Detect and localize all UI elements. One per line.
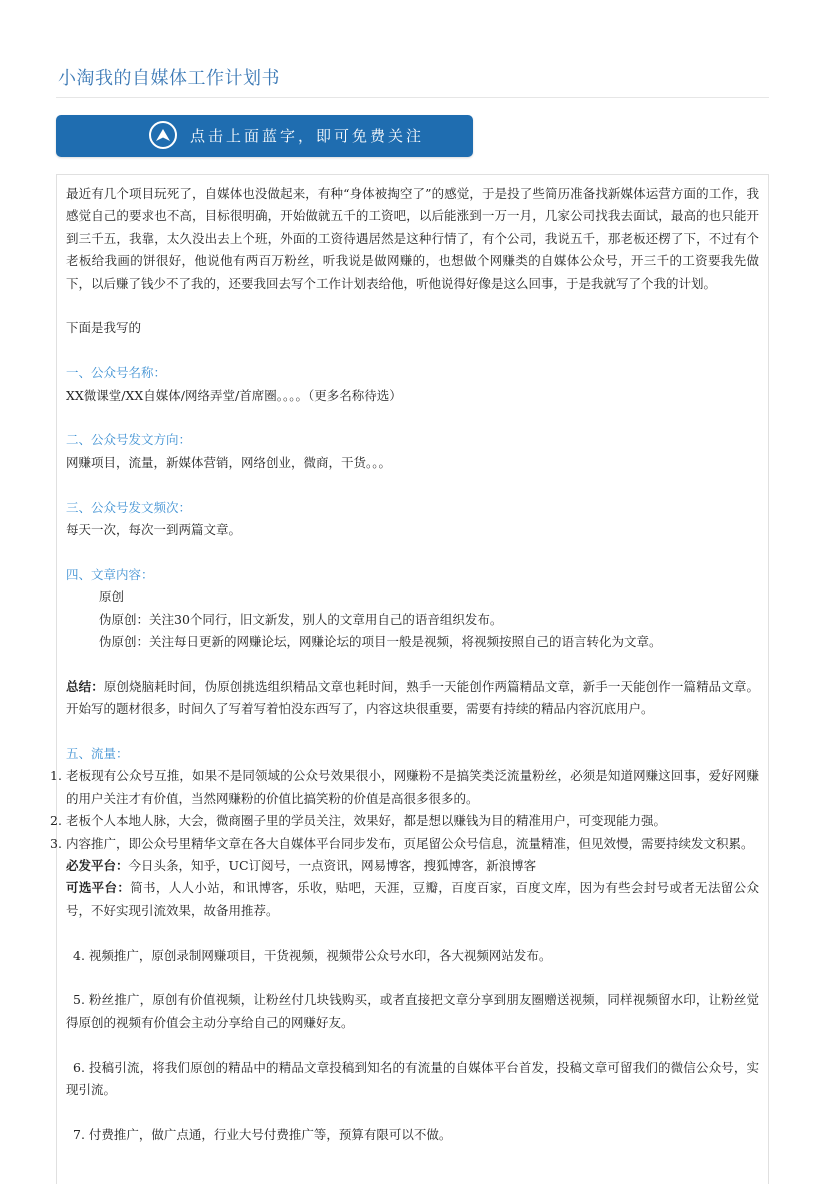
summary-paragraph xyxy=(66,676,759,721)
section-1-body: XX微课堂/XX自媒体/网络弄堂/首席圈。。。。（更多名称待选） xyxy=(66,387,402,403)
required-platforms-text: 今日头条，知乎，UC订阅号，一点资讯，网易博客，搜狐博客，新浪博客 xyxy=(128,858,537,874)
section-4-item: 伪原创：关注30个同行，旧文新发，别人的文章用自己的语音组织发布。 xyxy=(99,611,503,627)
list-text: 老板个人本地人脉，大会，微商圈子里的学员关注，效果好，都是想以赚钱为目的精准用户，可变现能力强。 xyxy=(66,813,667,829)
page-title: 小淘我的自媒体工作计划书 xyxy=(58,68,280,89)
section-2-body: 网赚项目，流量，新媒体营销，网络创业，微商，干货。。。 xyxy=(66,454,392,470)
list-text: 内容推广，即公众号里精华文章在各大自媒体平台同步发布，页尾留公众号信息，流量精准，但见效慢，需要持续发文积累。 xyxy=(66,835,754,851)
summary-label: 总结： xyxy=(66,678,104,694)
section-4-item: 原创 xyxy=(99,589,125,605)
follow-banner-label: 点击上面蓝字，即可免费关注 xyxy=(190,127,425,145)
arrow-up-circle-icon xyxy=(149,121,177,149)
traffic-item-4: 4. 视频推广，原创录制网赚项目，干货视频，视频带公众号水印，各大视频网站发布。 xyxy=(73,947,552,963)
list-number: 3. xyxy=(50,835,62,851)
section-1-heading: 一、公众号名称： xyxy=(66,365,167,381)
section-3-body: 每天一次，每次一到两篇文章。 xyxy=(66,522,242,538)
optional-platforms-text: 简书，人人小站，和讯博客，乐收，贴吧，天涯，豆瓣，百度百家，百度文库，因为有些会封号或者无法留公众号，不好实现引流效果，故备用推荐。 xyxy=(66,880,759,918)
section-3-heading: 三、公众号发文频次： xyxy=(66,499,192,515)
optional-platforms-label: 可选平台： xyxy=(66,880,131,896)
summary-text: 原创烧脑耗时间，伪原创挑选组织精品文章也耗时间，熟手一天能创作两篇精品文章，新手一天能创作一篇精品文章。开始写的题材很多，时间久了写着写着怕没东西写了，内容这块很重要，需要有持续的精品内容沉底用户。 xyxy=(66,678,759,717)
below-text: 下面是我写的 xyxy=(66,320,142,336)
title-divider xyxy=(56,97,769,98)
list-item xyxy=(50,810,759,832)
section-4-heading: 四、文章内容： xyxy=(66,566,154,582)
traffic-list xyxy=(50,765,759,855)
list-text: 老板现有公众号互推，如果不是同领域的公众号效果很小，网赚粉不是搞笑类泛流量粉丝，必须是知道网赚这回事，爱好网赚的用户关注才有价值，当然网赚粉的价值比搞笑粉的价值是高很多很多的。 xyxy=(66,768,759,806)
section-5-heading: 五、流量： xyxy=(66,746,129,762)
list-item xyxy=(50,765,759,810)
traffic-item-6: 6. 投稿引流，将我们原创的精品中的精品文章投稿到知名的有流量的自媒体平台首发，投稿文章可留我们的微信公众号，实现引流。 xyxy=(66,1059,759,1098)
required-platforms xyxy=(66,855,759,877)
traffic-item-5: 5. 粉丝推广，原创有价值视频，让粉丝付几块钱购买，或者直接把文章分享到朋友圈赠送视频，同样视频留水印，让粉丝觉得原创的视频有价值会主动分享给自己的网赚好友。 xyxy=(66,992,759,1030)
required-platforms-label: 必发平台： xyxy=(66,858,129,874)
list-item xyxy=(50,833,759,855)
intro-paragraph: 最近有几个项目玩死了，自媒体也没做起来，有种“身体被掏空了”的感觉，于是投了些简历准备找新媒体运营方面的工作，我感觉自己的要求也不高，目标很明确，开始做就五千的工资吧，以后能涨到一万一月，几家公司找我去面试，最高的也只能开到三千五，我靠，太久没出去上个班，外面的工资待遇居然是这种行情了，有个公司，我说五千，那老板还楞了下，不过有个老板给我画的饼很好，他说他有两百万粉丝，听我说是做网赚的，也想做个网赚类的自媒体公众号，开三千的工资要我先做下，以后赚了钱少不了我的，还要我回去写个工作计划表给他，听他说得好像是这么回事，于是我就写了个我的计划。 xyxy=(66,186,759,291)
section-2-heading: 二、公众号发文方向： xyxy=(66,432,192,448)
follow-banner[interactable] xyxy=(56,115,473,157)
traffic-item-7: 7. 付费推广，做广点通，行业大号付费推广等，预算有限可以不做。 xyxy=(73,1126,452,1142)
article-body xyxy=(50,183,759,1146)
optional-platforms xyxy=(66,877,759,922)
section-4-item: 伪原创：关注每日更新的网赚论坛，网赚论坛的项目一般是视频，将视频按照自己的语言转化为文章。 xyxy=(99,634,662,650)
list-number: 2. xyxy=(50,813,62,829)
list-number: 1. xyxy=(50,768,62,784)
